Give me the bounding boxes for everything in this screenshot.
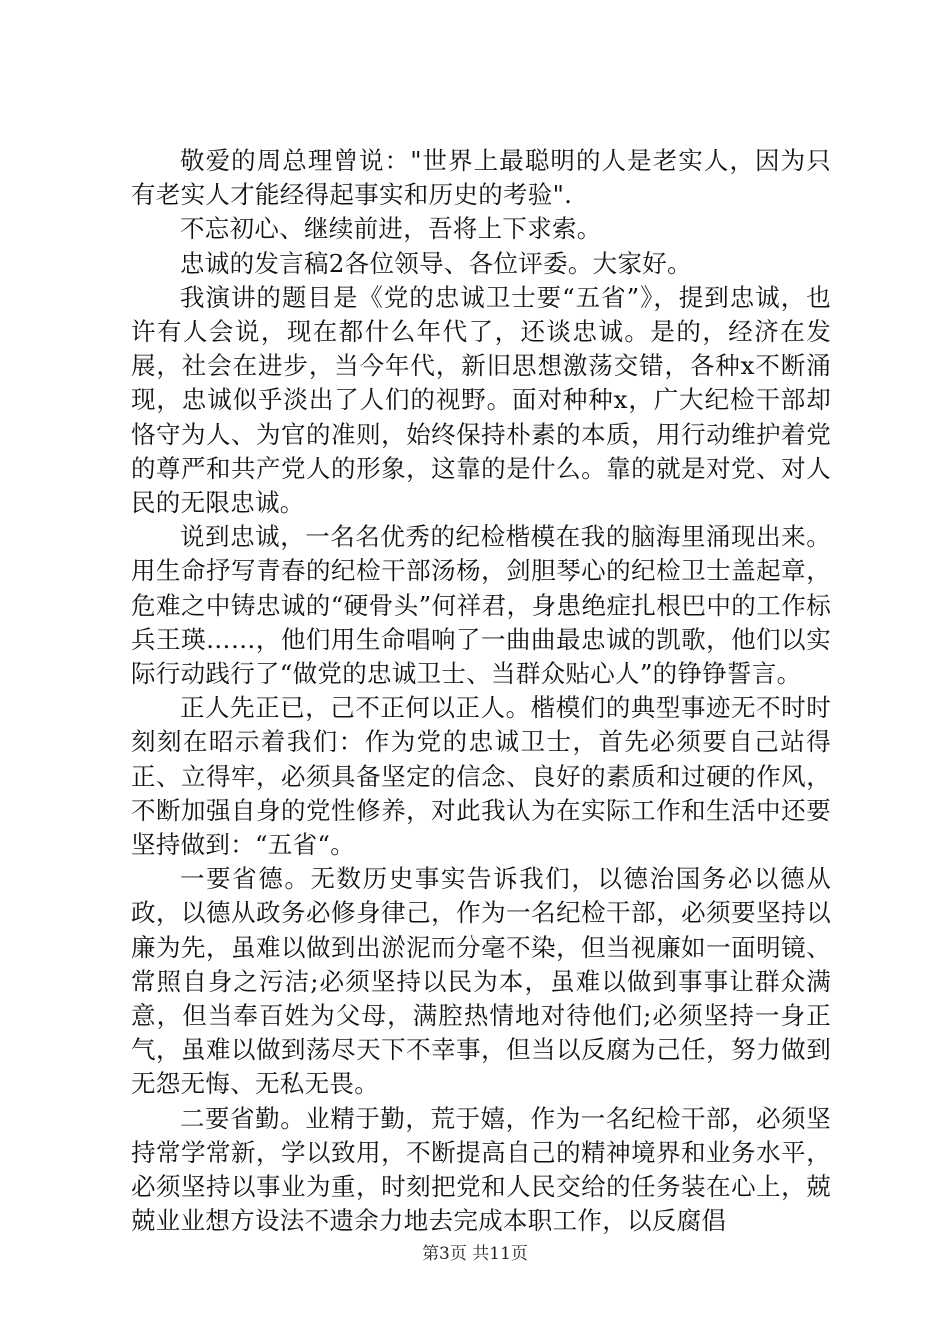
paragraph-motto: 不忘初心、继续前进，吾将上下求索。 [180, 214, 602, 244]
paragraph-topic: 我演讲的题目是《党的忠诚卫士要“五省”》，提到忠诚，也许有人会说，现在都什么年代了，还谈忠诚。是的，经济在发展，社会在进步，当今年代，新旧思想激荡交错，各种x不断涌现，忠诚似乎淡出了人们的视野。面对种种x，广大纪检干部却恪守为人、为官的准则，始终保持朴素的本质，用行动维护着党的尊严和共产党人的形象，这靠的是什么。靠的就是对党、对人民的无限忠诚。 [131, 282, 831, 518]
paragraph-role-models: 说到忠诚，一名名优秀的纪检楷模在我的脑海里涌现出来。用生命抒写青春的纪检干部汤杨，剑胆琴心的纪检卫士盖起章，危难之中铸忠诚的“硬骨头”何祥君，身患绝症扎根巴中的工作标兵王瑛……，他们用生命唱响了一曲曲最忠诚的凯歌，他们以实际行动践行了“做党的忠诚卫士、当群众贴心人”的铮铮誓言。 [131, 522, 831, 689]
paragraph-quote: 敬爱的周总理曾说："世界上最聪明的人是老实人，因为只有老实人才能经得起事实和历史的考验". [131, 146, 831, 210]
paragraph-virtue: 一要省德。无数历史事实告诉我们，以德治国务必以德从政，以德从政务必修身律己，作为一名纪检干部，必须要坚持以廉为先，虽难以做到出淤泥而分毫不染，但当视廉如一面明镜、常照自身之污洁;必须坚持以民为本，虽难以做到事事让群众满意，但当奉百姓为父母，满腔热情地对待他们;必须坚持一身正气，虽难以做到荡尽天下不幸事，但当以反腐为己任，努力做到无怨无悔、无私无畏。 [131, 864, 831, 1099]
page-number-footer: 第3页 共11页 [422, 1244, 528, 1264]
document-body [131, 144, 831, 1239]
paragraph-greeting: 忠诚的发言稿2各位领导、各位评委。大家好。 [180, 248, 692, 278]
paragraph-diligence: 二要省勤。业精于勤，荒于嬉，作为一名纪检干部，必须坚持常学常新，学以致用，不断提高自己的精神境界和业务水平，必须坚持以事业为重，时刻把党和人民交给的任务装在心上，兢兢业业想方设法不遗余力地去完成本职工作，以反腐倡 [131, 1103, 831, 1236]
paragraph-self-discipline: 正人先正已，己不正何以正人。楷模们的典型事迹无不时时刻刻在昭示着我们：作为党的忠诚卫士，首先必须要自己站得正、立得牢，必须具备坚定的信念、良好的素质和过硬的作风，不断加强自身的党性修养，对此我认为在实际工作和生活中还要坚持做到：“五省“。 [131, 693, 831, 860]
